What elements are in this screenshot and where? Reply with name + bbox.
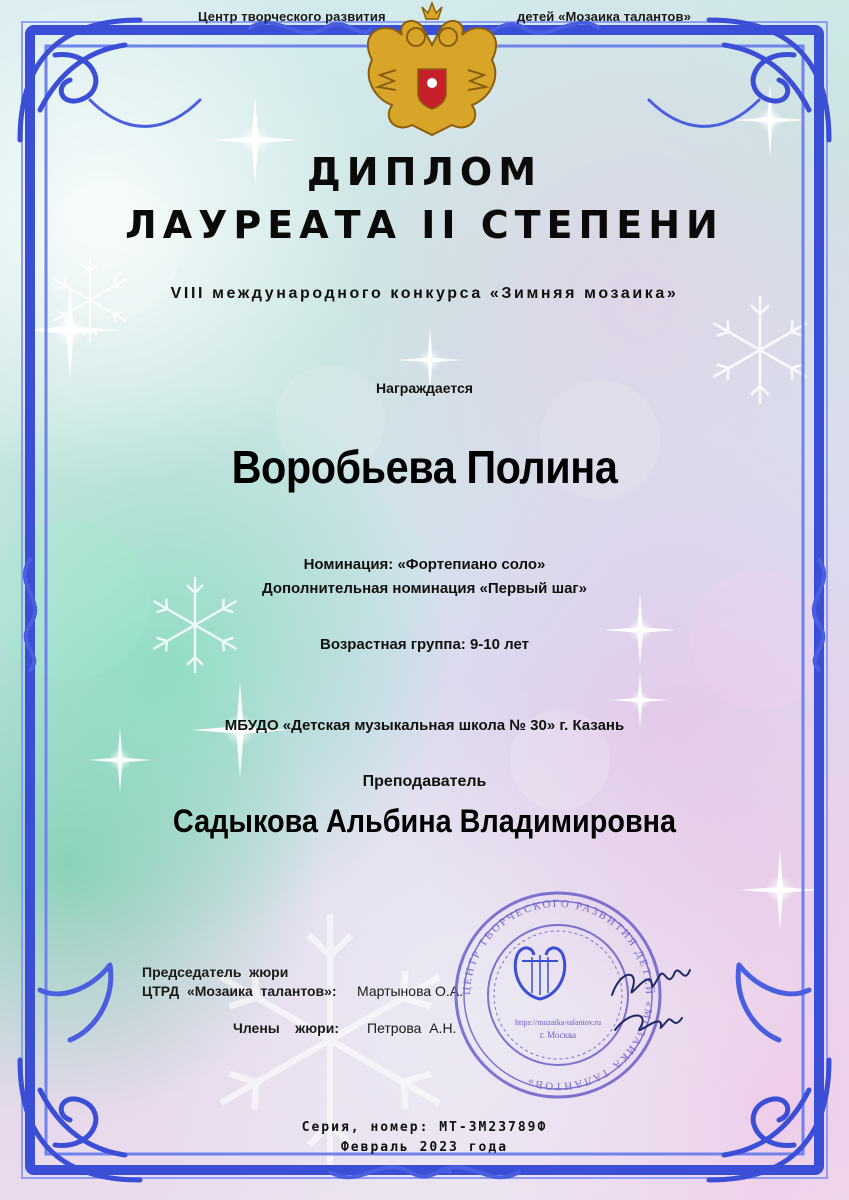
age-group: Возрастная группа: 9-10 лет bbox=[320, 636, 529, 653]
chair-signature bbox=[612, 970, 690, 995]
seal-url: https://mozaika-talantov.ru bbox=[515, 1018, 601, 1027]
extra-nomination: Дополнительная номинация «Первый шаг» bbox=[261, 580, 588, 597]
jury-member-name: Петрова А.Н. bbox=[367, 1020, 457, 1036]
teacher-label: Преподаватель bbox=[362, 773, 487, 790]
jury-chair-org: ЦТРД «Мозаика талантов»: bbox=[142, 983, 337, 999]
seal-ring-text: ЦЕНТР ТВОРЧЕСКОГО РАЗВИТИЯ ДЕТЕЙ «МОЗАИКА ТАЛАНТОВ» bbox=[460, 897, 656, 1093]
issue-date: Февраль 2023 года bbox=[340, 1140, 509, 1155]
awarded-label: Награждается bbox=[376, 380, 473, 396]
teacher-name: Садыкова Альбина Владимировна bbox=[172, 803, 677, 839]
header-org-left: Центр творческого развития bbox=[198, 9, 386, 24]
member-signature bbox=[615, 1016, 682, 1031]
nomination: Номинация: «Фортепиано соло» bbox=[303, 556, 546, 573]
header-org-right: детей «Мозаика талантов» bbox=[517, 9, 691, 24]
recipient-name: Воробьева Полина bbox=[231, 441, 618, 493]
school-name: МБУДО «Детская музыкальная школа № 30» г. Казань bbox=[224, 717, 625, 734]
jury-members-label: Члены жюри: bbox=[233, 1020, 340, 1036]
jury-chair-name: Мартынова О.А. bbox=[357, 983, 464, 999]
competition-name: VIII международного конкурса «Зимняя мозаика» bbox=[170, 285, 679, 302]
serial-number: Серия, номер: МТ-3М23789Ф bbox=[301, 1120, 548, 1135]
jury-chair-title: Председатель жюри bbox=[142, 964, 289, 980]
seal-city: г. Москва bbox=[539, 1030, 577, 1040]
diploma-title: ДИПЛОМ bbox=[306, 150, 543, 194]
diploma-degree: ЛАУРЕАТА II СТЕПЕНИ bbox=[125, 203, 724, 247]
